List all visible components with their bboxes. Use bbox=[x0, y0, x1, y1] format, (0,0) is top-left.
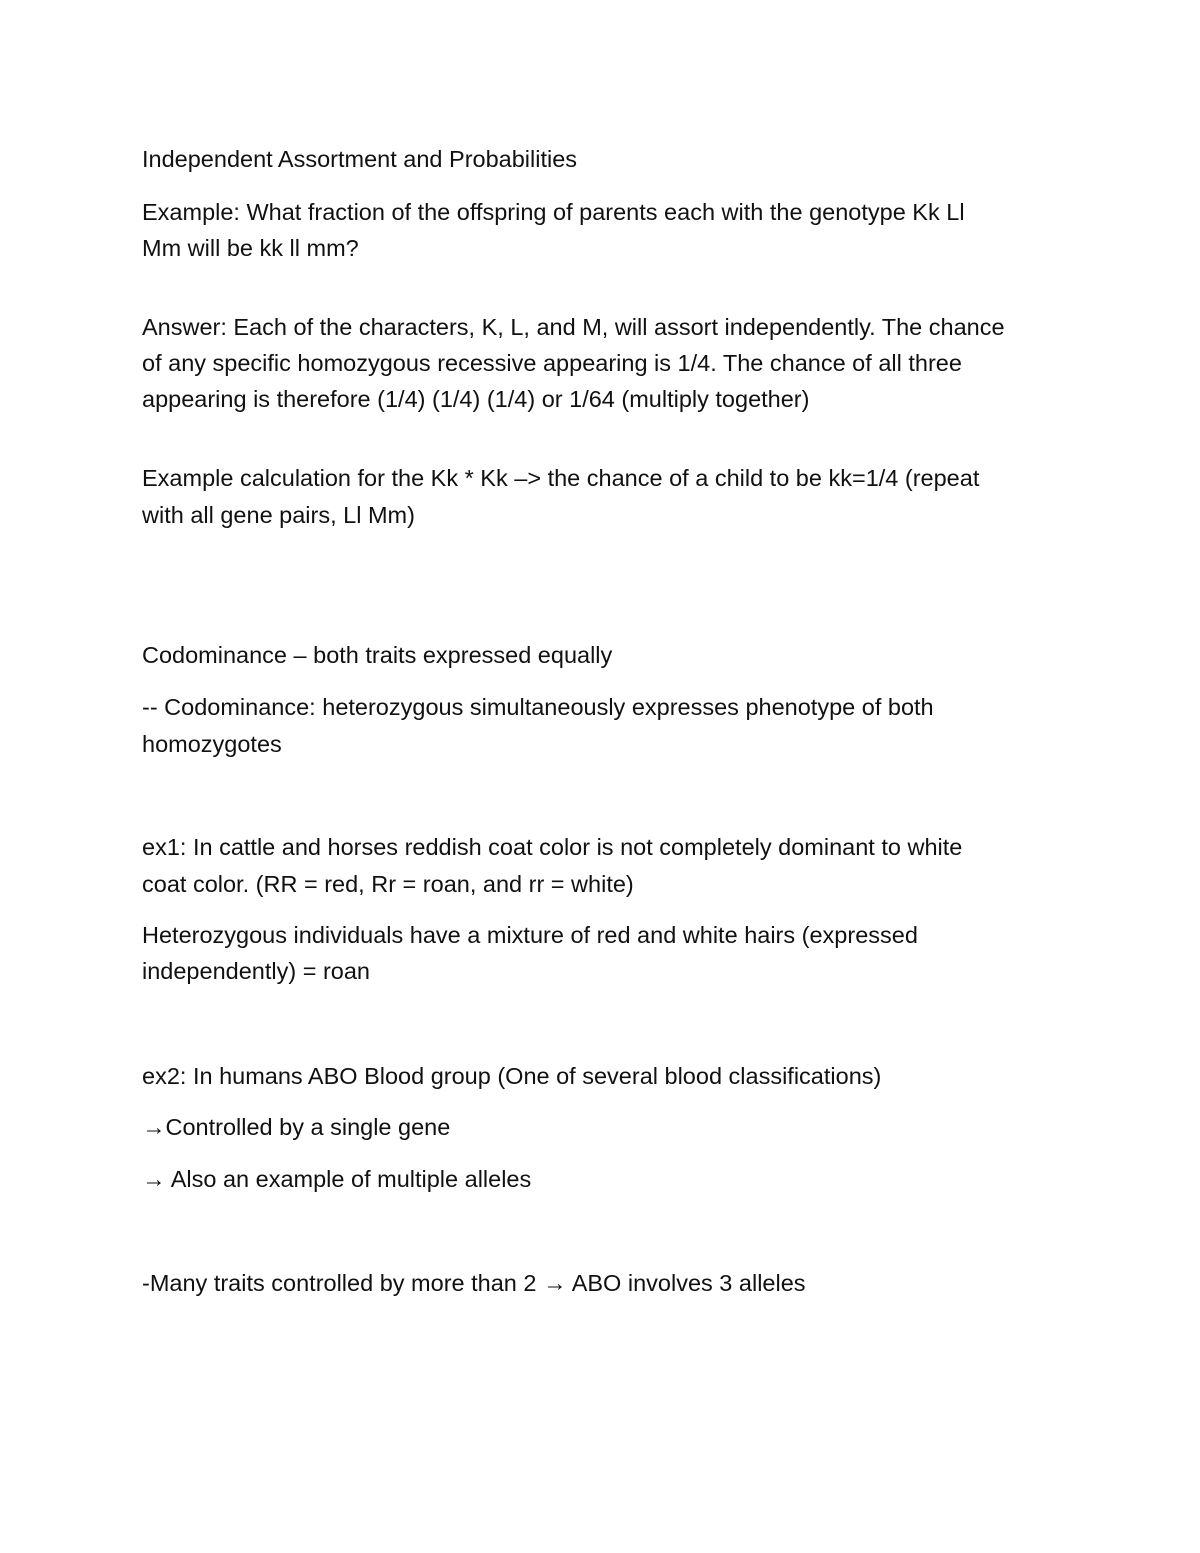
answer-line-1: Answer: Each of the characters, K, L, and M, will assort independently. The chance bbox=[142, 314, 1005, 340]
example-calculation-line-1: Example calculation for the Kk * Kk –> the chance of a child to be kk=1/4 (repeat bbox=[142, 465, 980, 491]
answer-line-2: of any specific homozygous recessive appearing is 1/4. The chance of all three bbox=[142, 350, 962, 376]
ex1-line-2: coat color. (RR = red, Rr = roan, and rr = white) bbox=[142, 871, 634, 897]
codominance-definition-line-1: -- Codominance: heterozygous simultaneously expresses phenotype of both bbox=[142, 694, 934, 720]
many-traits-line: -Many traits controlled by more than 2 → ABO involves 3 alleles bbox=[142, 1270, 806, 1296]
codominance-heading: Codominance – both traits expressed equally bbox=[142, 642, 613, 668]
heterozygous-line-1: Heterozygous individuals have a mixture of red and white hairs (expressed bbox=[142, 922, 918, 948]
ex2-line: ex2: In humans ABO Blood group (One of several blood classifications) bbox=[142, 1063, 882, 1089]
example-calculation-line-2: with all gene pairs, Ll Mm) bbox=[142, 502, 415, 528]
heading-independent-assortment: Independent Assortment and Probabilities bbox=[142, 146, 578, 172]
ex1-line-1: ex1: In cattle and horses reddish coat color is not completely dominant to white bbox=[142, 834, 963, 860]
heterozygous-line-2: independently) = roan bbox=[142, 958, 370, 984]
bullet-single-gene: →Controlled by a single gene bbox=[142, 1114, 451, 1140]
example-question-line-1: Example: What fraction of the offspring of parents each with the genotype Kk Ll bbox=[142, 199, 965, 225]
bullet-multiple-alleles: → Also an example of multiple alleles bbox=[142, 1166, 532, 1192]
codominance-definition-line-2: homozygotes bbox=[142, 731, 282, 757]
example-question-line-2: Mm will be kk ll mm? bbox=[142, 235, 359, 261]
answer-line-3: appearing is therefore (1/4) (1/4) (1/4) or 1/64 (multiply together) bbox=[142, 386, 810, 412]
